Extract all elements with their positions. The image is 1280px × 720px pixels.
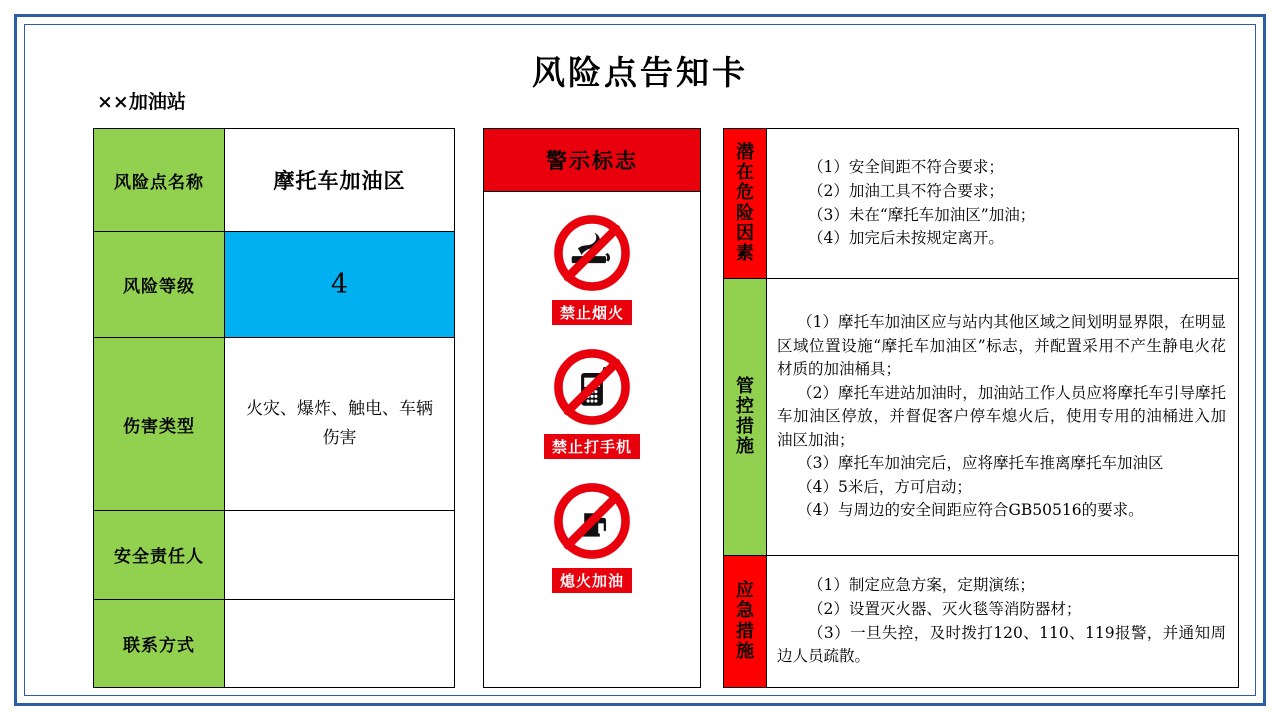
- section-label-control-measures: 管 控 措 施: [724, 279, 767, 556]
- row-label-contact: 联系方式: [94, 599, 225, 687]
- station-name: ××加油站: [97, 91, 186, 113]
- row-value-risk-point-name: 摩托车加油区: [225, 129, 455, 232]
- risk-measures-table: [723, 128, 1239, 688]
- warning-signs-panel: [483, 128, 701, 688]
- row-label-safety-officer: 安全责任人: [94, 511, 225, 599]
- table-row: [94, 338, 455, 511]
- sign-caption-stop-engine-refuel: 熄火加油: [551, 567, 633, 594]
- sign-caption-no-smoking: 禁止烟火: [551, 299, 633, 326]
- table-row: [94, 599, 455, 687]
- hazard-line-3: （3）未在“摩托车加油区”加油；: [808, 205, 1036, 224]
- table-row-hazard-factors: [724, 129, 1239, 279]
- sign-item-no-mobile-phone: [484, 348, 700, 460]
- no-smoking-icon: [553, 214, 631, 292]
- table-row: [94, 232, 455, 338]
- section-label-hazard-factors: 潜 在 危 险 因 素: [724, 129, 767, 279]
- table-row: [94, 129, 455, 232]
- sign-item-stop-engine-refuel: [484, 482, 700, 594]
- sign-caption-no-mobile-phone: 禁止打手机: [543, 433, 641, 460]
- no-mobile-phone-icon: [553, 348, 631, 426]
- table-row-control-measures: [724, 279, 1239, 556]
- stop-engine-refuel-icon: [553, 482, 631, 560]
- row-value-risk-level: 4: [225, 232, 455, 338]
- emergency-line-3: （3）一旦失控，及时拨打120、110、119报警，并通知周边人员疏散。: [777, 623, 1226, 666]
- row-value-contact[interactable]: [225, 599, 455, 687]
- row-label-risk-level: 风险等级: [94, 232, 225, 338]
- warning-signs-header-label: 警示标志: [546, 148, 638, 173]
- emergency-line-2: （2）设置灭火器、灭火毯等消防器材；: [808, 599, 1082, 618]
- risk-notification-card: [14, 14, 1266, 706]
- control-line-5: （4）与周边的安全间距应符合GB50516的要求。: [797, 501, 1144, 520]
- control-line-4: （4）5米后，方可启动；: [797, 477, 972, 496]
- emergency-line-1: （1）制定应急方案，定期演练；: [808, 576, 1035, 595]
- table-row-emergency-measures: [724, 556, 1239, 688]
- section-content-emergency-measures: [767, 556, 1239, 688]
- table-row: [94, 511, 455, 599]
- row-label-harm-type: 伤害类型: [94, 338, 225, 511]
- hazard-line-1: （1）安全间距不符合要求；: [808, 158, 1004, 177]
- control-line-3: （3）摩托车加油完后，应将摩托车推离摩托车加油区: [797, 454, 1164, 473]
- risk-info-table: [93, 128, 455, 688]
- row-value-safety-officer[interactable]: [225, 511, 455, 599]
- hazard-line-4: （4）加完后未按规定离开。: [808, 229, 1004, 248]
- row-value-harm-type: 火灾、爆炸、触电、车辆伤害: [225, 338, 455, 511]
- hazard-line-2: （2）加油工具不符合要求；: [808, 182, 1004, 200]
- section-label-emergency-measures: 应 急 措 施: [724, 556, 767, 688]
- section-content-hazard-factors: [767, 129, 1239, 279]
- control-line-2: （2）摩托车进站加油时，加油站工作人员应将摩托车引导摩托车加油区停放，并督促客户停车熄火后，使用专用的油桶进入加油区加油；: [777, 383, 1226, 449]
- control-line-1: （1）摩托车加油区应与站内其他区域之间划明显界限，在明显区域位置设施“摩托车加油区”标志，并配置采用不产生静电火花材质的加油桶具；: [777, 313, 1226, 379]
- card-inner-border: [24, 24, 1256, 696]
- section-content-control-measures: [767, 279, 1239, 556]
- sign-item-no-smoking: [484, 214, 700, 326]
- row-label-risk-point-name: 风险点名称: [94, 129, 225, 232]
- page-title: 风险点告知卡: [532, 53, 748, 92]
- warning-signs-header: [484, 129, 700, 192]
